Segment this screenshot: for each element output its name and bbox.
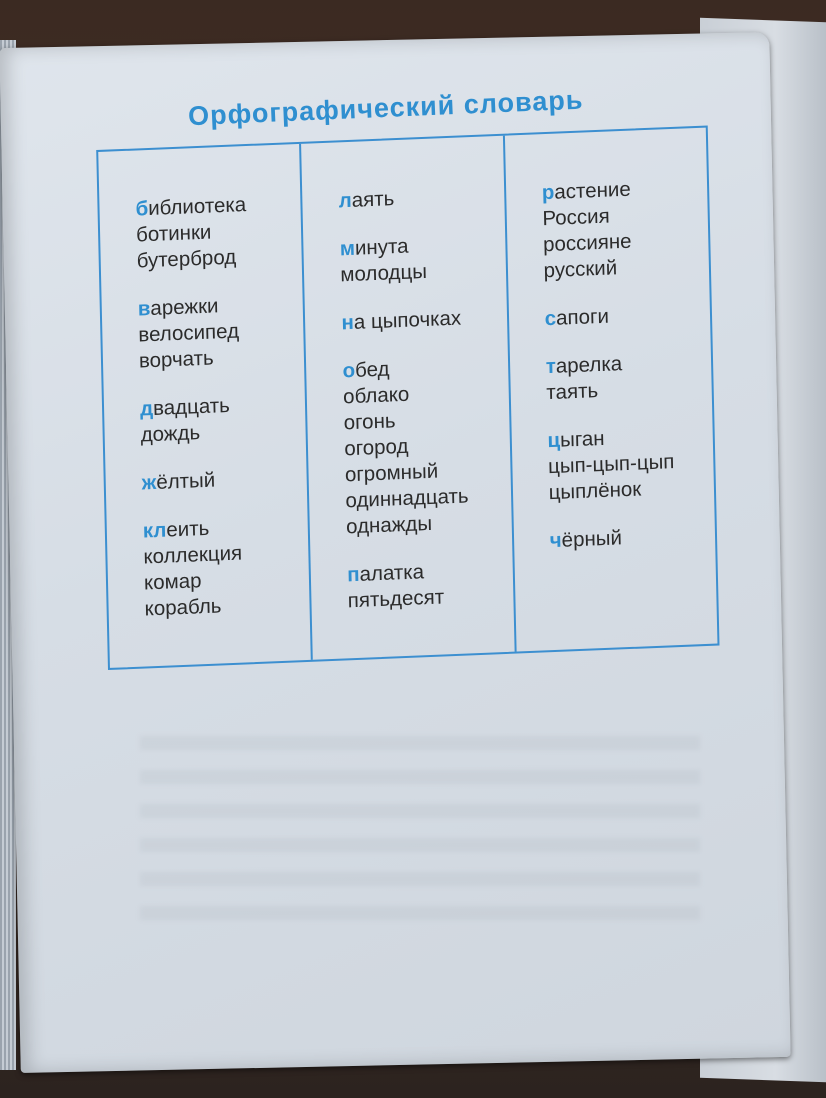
- dictionary-word: растение: [541, 177, 631, 205]
- dictionary-word: цыган: [547, 426, 605, 453]
- dictionary-word: обед: [342, 357, 390, 383]
- page-title: Орфографический словарь: [187, 84, 584, 132]
- highlighted-letter: с: [544, 306, 557, 331]
- dictionary-word: огонь: [343, 409, 396, 435]
- dictionary-table: [96, 125, 719, 670]
- dictionary-word: цып-цып-цып: [547, 450, 675, 479]
- highlighted-letter: о: [342, 358, 356, 383]
- dictionary-word: двадцать: [139, 393, 231, 421]
- highlighted-letter: ц: [547, 428, 561, 453]
- dictionary-word: чёрный: [549, 526, 623, 553]
- highlighted-letter: в: [137, 297, 151, 321]
- highlighted-letter: м: [339, 236, 356, 261]
- letter-group: [549, 522, 707, 554]
- letter-group: [342, 352, 503, 540]
- letter-group: [143, 512, 303, 622]
- dictionary-column: [299, 136, 514, 660]
- highlighted-letter: ж: [141, 470, 157, 495]
- letter-group: [138, 290, 297, 374]
- dictionary-word: дождь: [140, 421, 201, 447]
- letter-group: [547, 422, 706, 506]
- letter-group: [338, 182, 496, 214]
- dictionary-word: клеить: [142, 516, 210, 543]
- dictionary-word: велосипед: [138, 319, 240, 347]
- dictionary-word: Россия: [542, 204, 610, 231]
- dictionary-word: молодцы: [340, 259, 428, 287]
- highlighted-letter: ч: [549, 528, 562, 553]
- dictionary-word: однажды: [345, 511, 433, 539]
- dictionary-word: бутерброд: [136, 245, 237, 273]
- dictionary-word: огромный: [344, 459, 439, 487]
- letter-group: [135, 190, 294, 274]
- dictionary-column: [503, 128, 718, 652]
- highlighted-letter: р: [541, 180, 555, 205]
- highlighted-letter: н: [341, 310, 355, 335]
- letter-group: [347, 556, 505, 614]
- letter-group: [546, 348, 704, 406]
- highlighted-letter: д: [139, 396, 154, 421]
- letter-group: [341, 304, 499, 336]
- letter-group: [340, 230, 498, 288]
- dictionary-word: ворчать: [138, 346, 214, 373]
- dictionary-word: сапоги: [544, 304, 610, 331]
- dictionary-word: минута: [339, 234, 409, 261]
- dictionary-word: на цыпочках: [341, 306, 462, 335]
- dictionary-word: огород: [344, 434, 409, 461]
- dictionary-word: библиотека: [135, 193, 247, 221]
- dictionary-word: ботинки: [135, 220, 212, 247]
- dictionary-word: одиннадцать: [345, 484, 469, 513]
- dictionary-word: жёлтый: [141, 468, 216, 495]
- highlighted-letter: п: [346, 562, 360, 587]
- dictionary-word: таять: [546, 379, 599, 405]
- letter-group: [140, 390, 298, 448]
- letter-group: [542, 174, 702, 284]
- dictionary-word: варежки: [137, 294, 219, 321]
- dictionary-word: корабль: [144, 594, 222, 621]
- dictionary-word: цыплёнок: [548, 477, 642, 505]
- letter-group: [544, 300, 702, 332]
- dictionary-word: коллекция: [143, 541, 243, 569]
- dictionary-table-wrapper: [96, 125, 719, 670]
- dictionary-word: россияне: [542, 229, 632, 257]
- dictionary-word: комар: [143, 569, 202, 595]
- dictionary-word: лаять: [338, 187, 395, 213]
- dictionary-word: тарелка: [545, 352, 623, 379]
- dictionary-word: пятьдесят: [347, 585, 445, 613]
- dictionary-column: [98, 144, 311, 668]
- dictionary-word: палатка: [346, 560, 425, 587]
- dictionary-word: облако: [342, 382, 410, 409]
- faded-print-through: [140, 720, 700, 920]
- letter-group: [141, 464, 299, 496]
- highlighted-letter: т: [545, 354, 557, 379]
- highlighted-letter: кл: [142, 518, 167, 543]
- dictionary-word: русский: [543, 256, 618, 283]
- highlighted-letter: л: [338, 188, 352, 213]
- highlighted-letter: б: [135, 197, 149, 221]
